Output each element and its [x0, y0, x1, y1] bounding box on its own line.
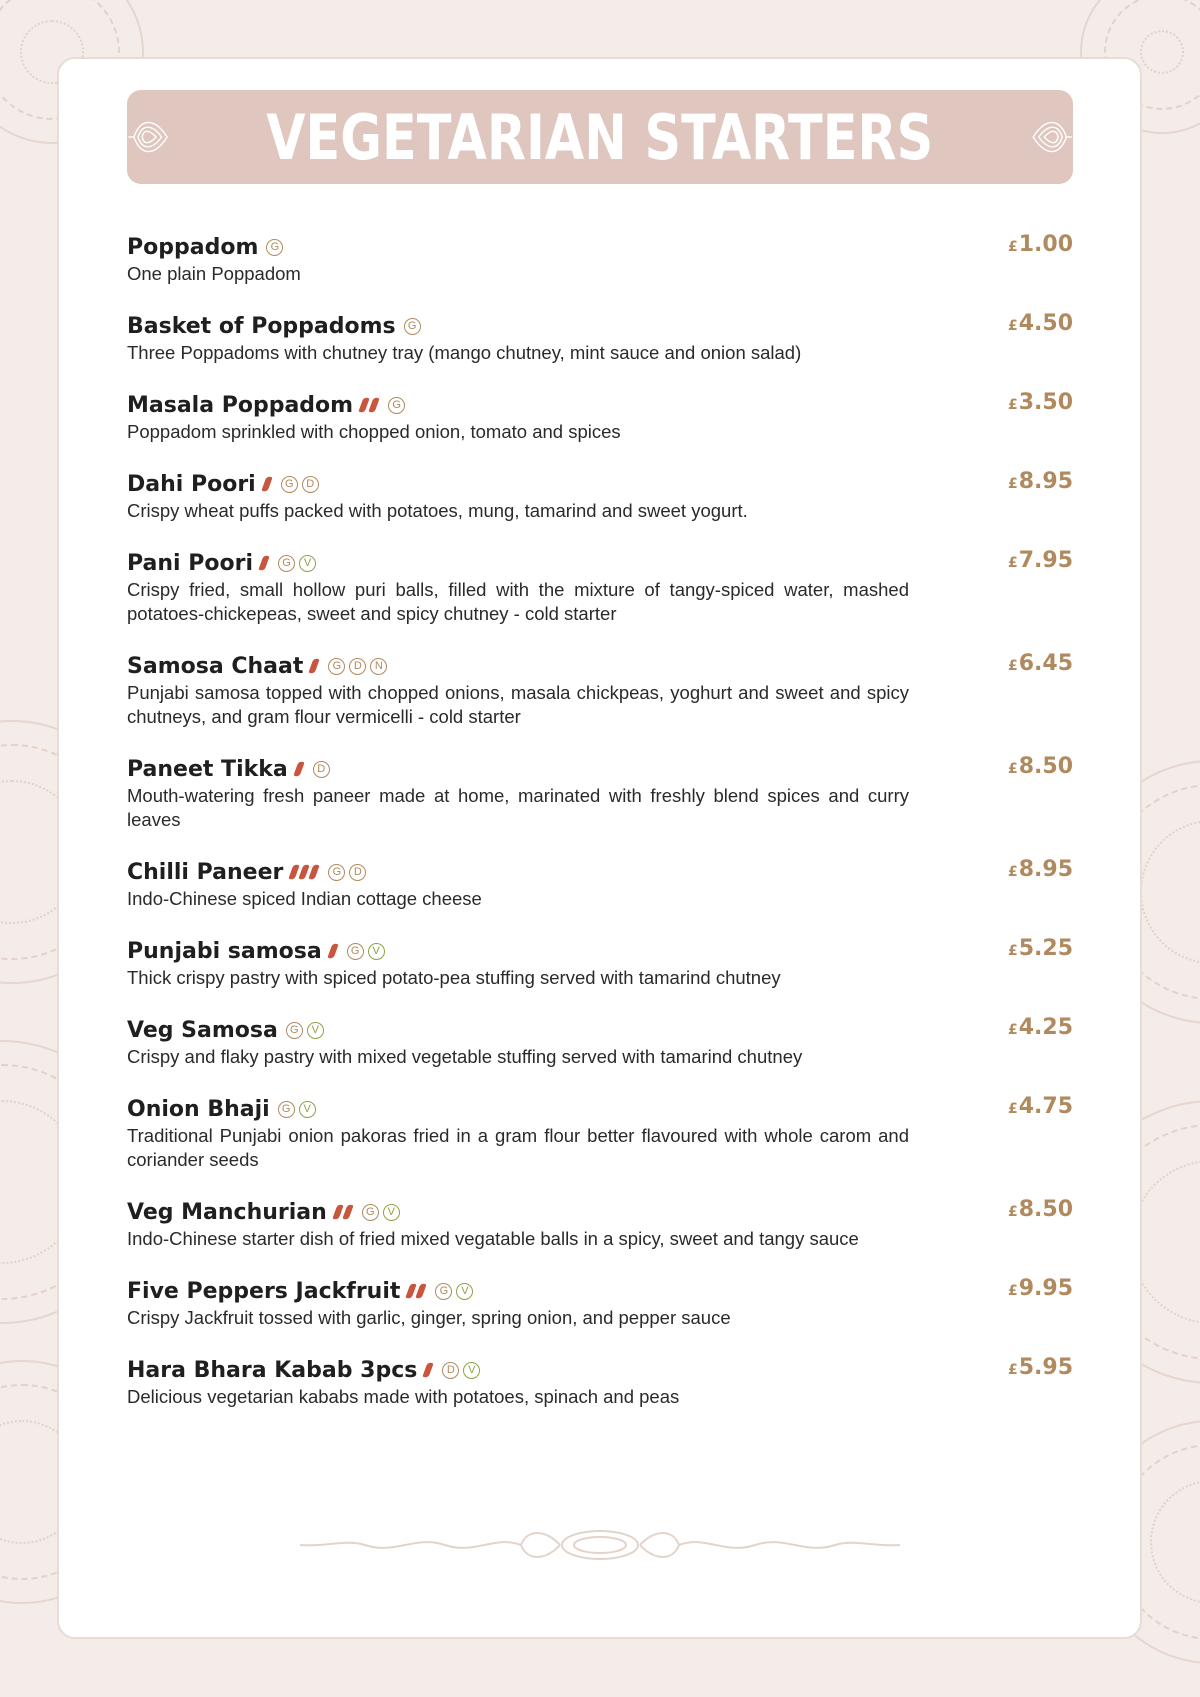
dietary-badges [362, 1204, 400, 1221]
item-name: Pani Poori [127, 550, 253, 576]
chilli-icon [369, 396, 380, 413]
dietary-badges [388, 397, 405, 414]
dietary-badge-icon: N [370, 658, 387, 675]
dietary-badges [347, 943, 385, 960]
item-name-line [127, 469, 1073, 499]
item-price [1008, 754, 1073, 779]
item-name: Punjabi samosa [127, 938, 322, 964]
item-description: Delicious vegetarian kababs made with potatoes, spinach and peas [127, 1386, 680, 1407]
dietary-badge-icon: D [442, 1362, 459, 1379]
dietary-badge-icon: V [307, 1022, 324, 1039]
dietary-badges [328, 658, 387, 675]
item-name: Dahi Poori [127, 471, 256, 497]
item-name-line [127, 857, 1073, 887]
price-value: 7.95 [1018, 548, 1073, 573]
item-name-line [127, 651, 1073, 681]
item-description: Crispy wheat puffs packed with potatoes, mung, tamarind and sweet yogurt. [127, 500, 748, 521]
chilli-icon [423, 1361, 434, 1378]
dietary-badge-icon: G [347, 943, 364, 960]
dietary-badge-icon: V [456, 1283, 473, 1300]
dietary-badge-icon: D [349, 658, 366, 675]
dietary-badge-icon: D [313, 761, 330, 778]
menu-item [127, 1197, 1073, 1251]
price-value: 8.50 [1018, 1197, 1073, 1222]
price-value: 5.95 [1018, 1355, 1073, 1380]
menu-item [127, 1015, 1073, 1069]
menu-item [127, 651, 1073, 729]
dietary-badges [278, 555, 316, 572]
item-price [1008, 1197, 1073, 1222]
chilli-icon [293, 760, 304, 777]
currency-symbol: £ [1007, 1204, 1018, 1220]
dietary-badge-icon: G [435, 1283, 452, 1300]
item-name-line [127, 232, 1073, 262]
item-name: Onion Bhaji [127, 1096, 270, 1122]
menu-item [127, 548, 1073, 626]
dietary-badge-icon: V [383, 1204, 400, 1221]
currency-symbol: £ [1007, 1283, 1018, 1299]
currency-symbol: £ [1007, 476, 1018, 492]
dietary-badges [266, 239, 283, 256]
item-price [1008, 232, 1073, 257]
menu-item [127, 311, 1073, 365]
currency-symbol: £ [1007, 864, 1018, 880]
item-description: Thick crispy pastry with spiced potato-pea stuffing served with tamarind chutney [127, 967, 781, 988]
price-value: 1.00 [1018, 232, 1073, 257]
spice-level [264, 476, 273, 492]
item-name: Paneet Tikka [127, 756, 288, 782]
item-price [1008, 1015, 1073, 1040]
dietary-badge-icon: D [302, 476, 319, 493]
spice-level [330, 943, 339, 959]
item-name-line [127, 1197, 1073, 1227]
price-value: 5.25 [1018, 936, 1073, 961]
price-value: 6.45 [1018, 651, 1073, 676]
section-banner [127, 90, 1073, 184]
currency-symbol: £ [1007, 239, 1018, 255]
dietary-badge-icon: V [463, 1362, 480, 1379]
item-description: Crispy and flaky pastry with mixed vegetable stuffing served with tamarind chutney [127, 1046, 803, 1067]
spice-level [261, 555, 270, 571]
item-description: Mouth-watering fresh paneer made at home, marinated with freshly blend spices and curry leaves [127, 785, 909, 830]
item-price [1008, 390, 1073, 415]
currency-symbol: £ [1007, 1022, 1018, 1038]
price-value: 4.50 [1018, 311, 1073, 336]
item-price [1008, 651, 1073, 676]
price-value: 4.75 [1018, 1094, 1073, 1119]
page-title: VEGETARIAN STARTERS [266, 100, 934, 174]
spice-level [361, 397, 380, 413]
item-price [1008, 548, 1073, 573]
price-value: 8.95 [1018, 469, 1073, 494]
dietary-badge-icon: G [286, 1022, 303, 1039]
price-value: 3.50 [1018, 390, 1073, 415]
item-name: Masala Poppadom [127, 392, 354, 418]
spice-level [296, 761, 305, 777]
spice-level [425, 1362, 434, 1378]
currency-symbol: £ [1007, 318, 1018, 334]
item-name: Basket of Poppadoms [127, 313, 396, 339]
price-value: 4.25 [1018, 1015, 1073, 1040]
item-description: One plain Poppadom [127, 263, 301, 284]
dietary-badge-icon: D [349, 864, 366, 881]
dietary-badge-icon: G [362, 1204, 379, 1221]
dietary-badges [278, 1101, 316, 1118]
dietary-badge-icon: V [368, 943, 385, 960]
item-price [1008, 936, 1073, 961]
price-value: 8.95 [1018, 857, 1073, 882]
item-name: Samosa Chaat [127, 653, 304, 679]
menu-item [127, 1094, 1073, 1172]
dietary-badge-icon: G [278, 1101, 295, 1118]
item-name-line [127, 936, 1073, 966]
footer-divider-ornament [295, 1525, 905, 1565]
item-description: Crispy fried, small hollow puri balls, filled with the mixture of tangy-spiced water, mashed potatoes-chickepeas, sweet and spicy chutney - cold starter [127, 579, 909, 624]
spice-level [291, 864, 320, 880]
item-price [1008, 469, 1073, 494]
menu-item [127, 390, 1073, 444]
flourish-left-icon [127, 104, 171, 170]
chilli-icon [261, 475, 272, 492]
item-name: Hara Bhara Kabab 3pcs [127, 1357, 418, 1383]
dietary-badge-icon: G [328, 658, 345, 675]
chilli-icon [327, 942, 338, 959]
item-description: Indo-Chinese starter dish of fried mixed vegatable balls in a spicy, sweet and tangy sauce [127, 1228, 859, 1249]
item-name-line [127, 754, 1073, 784]
menu-item [127, 1355, 1073, 1409]
item-price [1008, 1355, 1073, 1380]
chilli-icon [309, 657, 320, 674]
item-description: Three Poppadoms with chutney tray (mango chutney, mint sauce and onion salad) [127, 342, 802, 363]
currency-symbol: £ [1007, 1362, 1018, 1378]
currency-symbol: £ [1007, 943, 1018, 959]
item-description: Crispy Jackfruit tossed with garlic, ginger, spring onion, and pepper sauce [127, 1307, 731, 1328]
item-name-line [127, 390, 1073, 420]
item-name-line [127, 311, 1073, 341]
item-description: Traditional Punjabi onion pakoras fried in a gram flour better flavoured with whole carom and coriander seeds [127, 1125, 909, 1170]
dietary-badge-icon: G [404, 318, 421, 335]
currency-symbol: £ [1007, 761, 1018, 777]
item-name-line [127, 1094, 1073, 1124]
item-name-line [127, 1355, 1073, 1385]
menu-item [127, 232, 1073, 286]
dietary-badge-icon: G [328, 864, 345, 881]
dietary-badges [435, 1283, 473, 1300]
chilli-icon [416, 1282, 427, 1299]
chilli-icon [309, 863, 320, 880]
dietary-badges [404, 318, 421, 335]
price-value: 8.50 [1018, 754, 1073, 779]
item-description: Poppadom sprinkled with chopped onion, tomato and spices [127, 421, 621, 442]
item-description: Indo-Chinese spiced Indian cottage cheese [127, 888, 482, 909]
item-name: Veg Samosa [127, 1017, 278, 1043]
item-name-line [127, 548, 1073, 578]
menu-item [127, 754, 1073, 832]
item-price [1008, 1094, 1073, 1119]
spice-level [311, 658, 320, 674]
dietary-badge-icon: G [278, 555, 295, 572]
menu-item [127, 936, 1073, 990]
menu-item [127, 469, 1073, 523]
item-description: Punjabi samosa topped with chopped onions, masala chickpeas, yoghurt and sweet and spicy chutneys, and gram flour vermicelli - cold starter [127, 682, 909, 727]
menu-item [127, 857, 1073, 911]
chilli-icon [258, 554, 269, 571]
dietary-badges [442, 1362, 480, 1379]
item-name: Veg Manchurian [127, 1199, 327, 1225]
dietary-badges [286, 1022, 324, 1039]
currency-symbol: £ [1007, 397, 1018, 413]
currency-symbol: £ [1007, 1101, 1018, 1117]
item-name: Poppadom [127, 234, 259, 260]
flourish-right-icon [1029, 104, 1073, 170]
dietary-badges [281, 476, 319, 493]
item-name: Five Peppers Jackfruit [127, 1278, 401, 1304]
item-name-line [127, 1276, 1073, 1306]
spice-level [408, 1283, 427, 1299]
price-value: 9.95 [1018, 1276, 1073, 1301]
currency-symbol: £ [1007, 555, 1018, 571]
menu-item [127, 1276, 1073, 1330]
item-price [1008, 311, 1073, 336]
item-price [1008, 1276, 1073, 1301]
dietary-badge-icon: V [299, 1101, 316, 1118]
dietary-badge-icon: V [299, 555, 316, 572]
item-name: Chilli Paneer [127, 859, 284, 885]
dietary-badges [328, 864, 366, 881]
chilli-icon [342, 1203, 353, 1220]
item-name-line [127, 1015, 1073, 1045]
dietary-badges [313, 761, 330, 778]
dietary-badge-icon: G [388, 397, 405, 414]
spice-level [335, 1204, 354, 1220]
dietary-badge-icon: G [281, 476, 298, 493]
dietary-badge-icon: G [266, 239, 283, 256]
item-price [1008, 857, 1073, 882]
currency-symbol: £ [1007, 658, 1018, 674]
